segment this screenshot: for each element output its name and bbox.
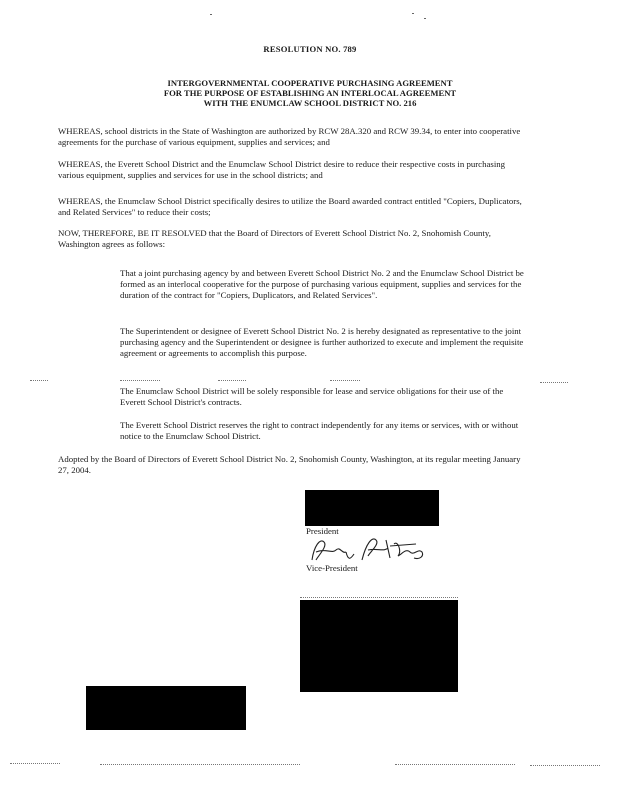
president-label: President (306, 526, 339, 536)
resolution-title: RESOLUTION NO. 789 (263, 44, 357, 54)
scan-artifact (100, 764, 300, 765)
vice-president-label: Vice-President (306, 563, 358, 573)
scan-artifact (10, 763, 60, 764)
resolution-clause: The Superintendent or designee of Everett School District No. 2 is hereby designated as representative to the joint purchasing agency and the Superintendent or designee is further authorized to execute and implement the requisite agreement or agreements to accomplish this purpose. (120, 326, 524, 358)
redacted-signature (305, 490, 439, 526)
scan-speck (412, 13, 414, 14)
whereas-paragraph: WHEREAS, the Everett School District and the Enumclaw School District desire to reduce their respective costs in purchasing various equipment, supplies and services for use in the school districts; and (58, 159, 506, 180)
heading-line: FOR THE PURPOSE OF ESTABLISHING AN INTERLOCAL AGREEMENT (163, 88, 457, 98)
scan-artifact (30, 380, 48, 381)
redacted-signature-block (300, 600, 458, 692)
scan-speck (424, 18, 426, 19)
heading-line: INTERGOVERNMENTAL COOPERATIVE PURCHASING AGREEMENT (167, 78, 453, 88)
scan-artifact (530, 765, 600, 766)
whereas-paragraph: WHEREAS, school districts in the State of Washington are authorized by RCW 28A.320 and RCW 39.34, to enter into cooperative agreements for the purchase of various equipment, supplies and services; and (58, 126, 521, 147)
adoption-paragraph: Adopted by the Board of Directors of Everett School District No. 2, Snohomish County, Washington, at its regular meeting January 27, 2004. (58, 454, 521, 475)
resolved-paragraph: NOW, THEREFORE, BE IT RESOLVED that the Board of Directors of Everett School District No. 2, Snohomish County, Washington agrees as follows: (58, 228, 491, 249)
scan-artifact (330, 380, 360, 381)
scan-artifact (120, 380, 160, 381)
redacted-signature (86, 686, 246, 730)
scan-speck (210, 14, 212, 15)
resolution-clause: That a joint purchasing agency by and between Everett School District No. 2 and the Enumclaw School District be formed as an interlocal cooperative for the purpose of purchasing various equipment, supplies and services for the duration of the contract for "Copiers, Duplicators, and Related Services". (120, 268, 524, 300)
signature-line (300, 597, 458, 598)
scan-artifact (540, 382, 568, 383)
scan-artifact (395, 764, 515, 765)
agreement-heading (80, 78, 540, 108)
resolution-clause: The Everett School District reserves the right to contract independently for any items or services, with or without notice to the Enumclaw School District. (120, 420, 519, 441)
whereas-paragraph: WHEREAS, the Enumclaw School District specifically desires to utilize the Board awarded contract entitled "Copiers, Duplicators, and Related Services" to reduce their costs; (58, 196, 522, 217)
heading-line: WITH THE ENUMCLAW SCHOOL DISTRICT NO. 216 (203, 98, 417, 108)
scan-artifact (218, 380, 246, 381)
resolution-clause: The Enumclaw School District will be solely responsible for lease and service obligations for their use of the Everett School District's contracts. (120, 386, 504, 407)
